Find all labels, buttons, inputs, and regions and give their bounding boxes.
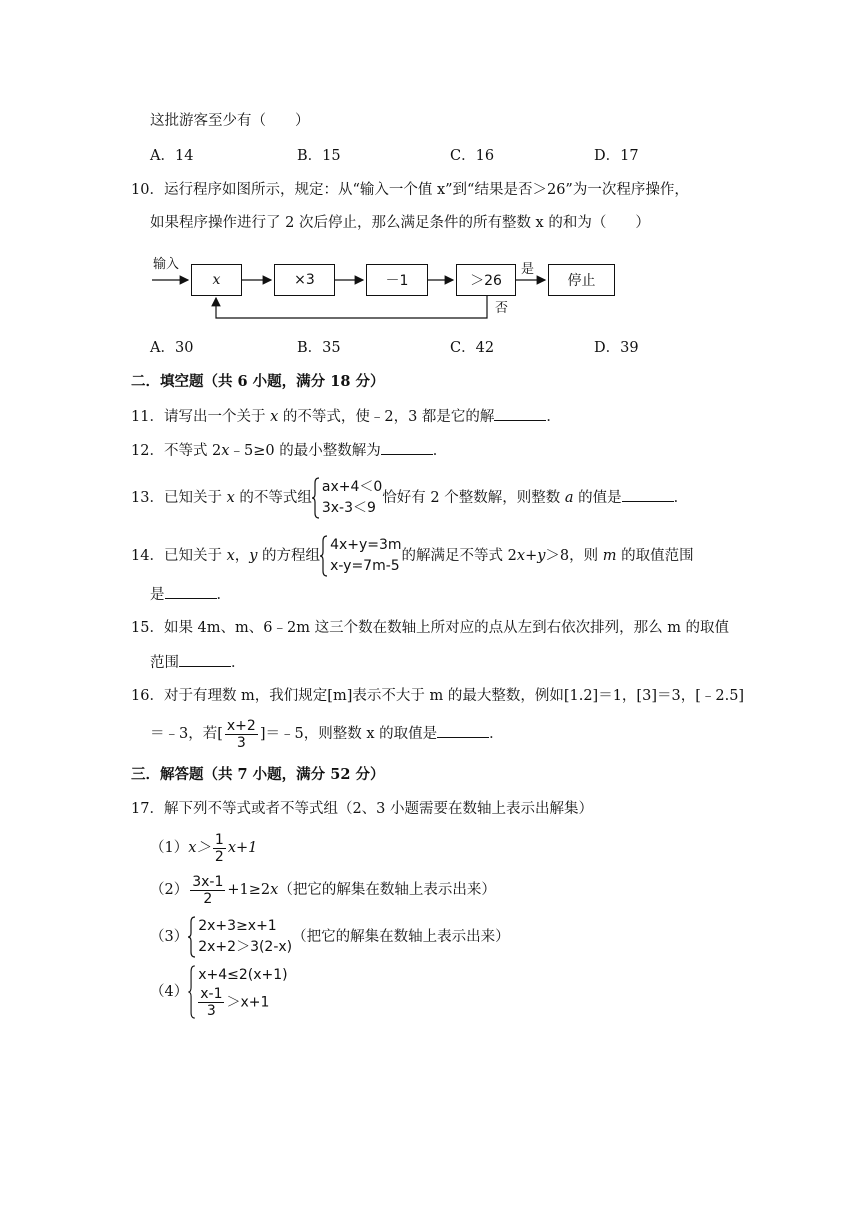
q12-b: ﹣5≥0 的最小整数解为 bbox=[229, 443, 381, 459]
flow-box-minus1-text: －1 bbox=[385, 273, 409, 289]
q17-part2 bbox=[150, 872, 496, 908]
q11-a: 11．请写出一个关于 bbox=[131, 409, 271, 425]
q17-p2-fraction bbox=[190, 874, 225, 907]
q17-p4-label: （4） bbox=[150, 984, 189, 1000]
q14-x: x bbox=[226, 548, 235, 564]
q14-system bbox=[320, 535, 401, 577]
q15-line2 bbox=[150, 652, 246, 673]
flow-yes-label: 是 bbox=[521, 262, 535, 277]
q9-tail: 这批游客至少有（ ） bbox=[150, 113, 310, 129]
q14 bbox=[131, 532, 694, 580]
flow-box-x-text: x bbox=[212, 272, 221, 288]
q14-y: y bbox=[249, 548, 258, 564]
q10-line2: 如果程序操作进行了 2 次后停止，那么满足条件的所有整数 x 的和为（ ） bbox=[150, 215, 650, 231]
flow-box-gt26 bbox=[456, 264, 516, 296]
q17-p4-den: 3 bbox=[206, 1003, 216, 1019]
q14-xy: x+y bbox=[516, 548, 546, 564]
q9-option-c: C．16 bbox=[450, 148, 495, 164]
q17-p3-c: （把它的解集在数轴上表示出来） bbox=[292, 929, 510, 945]
q17-p1-fraction bbox=[213, 832, 226, 865]
q14-c: 的方程组 bbox=[257, 548, 321, 564]
q15-line1: 15．如果 4m、m、6﹣2m 这三个数在数轴上所对应的点从左到右依次排列，那么 m 的取值 bbox=[131, 620, 730, 636]
q14-m: m bbox=[602, 548, 617, 564]
flow-box-minus1 bbox=[366, 264, 428, 296]
q14-d: 的解满足不等式 2 bbox=[401, 548, 517, 564]
q17-p3-brace-icon bbox=[188, 916, 196, 958]
q11-c: ． bbox=[546, 409, 561, 425]
q10-option-b: B．35 bbox=[297, 340, 341, 356]
q17-p4-eq1: x+4≤2(x+1) bbox=[198, 967, 288, 983]
q17-p3-label: （3） bbox=[150, 929, 189, 945]
q14-eq1: 4x+y=3m bbox=[330, 537, 402, 553]
q13-d: 的值是 bbox=[573, 490, 622, 506]
q14-f: 的取值范围 bbox=[616, 548, 694, 564]
q16-frac-num: x+2 bbox=[226, 717, 256, 734]
q13-brace-icon bbox=[312, 477, 320, 519]
q12-x: x bbox=[221, 443, 230, 459]
q17-p3-eq1: 2x+3≥x+1 bbox=[198, 918, 277, 934]
q16-fraction bbox=[225, 718, 258, 751]
q11-blank bbox=[494, 406, 546, 421]
q11 bbox=[131, 406, 561, 427]
q13-e: ． bbox=[673, 490, 689, 506]
q10-line1: 10．运行程序如图所示，规定：从“输入一个值 x”到“结果是否＞26”为一次程序操作， bbox=[131, 182, 689, 198]
q17-p4-num: x-1 bbox=[200, 986, 223, 1002]
flowchart-arrows bbox=[0, 0, 860, 340]
flow-box-times3 bbox=[274, 264, 335, 296]
q13-a: 13．已知关于 bbox=[131, 490, 227, 506]
q13 bbox=[131, 474, 688, 522]
q13-x: x bbox=[226, 490, 235, 506]
q17-p3-system bbox=[188, 916, 292, 958]
q13-blank bbox=[622, 487, 674, 502]
q14-line2b: ． bbox=[216, 587, 231, 603]
q17-part3 bbox=[150, 914, 510, 960]
q11-b: 的不等式，使﹣2，3 都是它的解 bbox=[278, 409, 495, 425]
q17-p4-brace-icon bbox=[188, 965, 196, 1019]
q10-option-d: D．39 bbox=[594, 340, 639, 356]
q13-a-var: a bbox=[564, 490, 574, 506]
flow-input-label: 输入 bbox=[153, 257, 180, 272]
q17-p1-den: 2 bbox=[214, 848, 224, 865]
q14-b: ， bbox=[234, 548, 250, 564]
q12-blank bbox=[381, 440, 433, 455]
q9-option-d: D．17 bbox=[594, 148, 639, 164]
q14-line2a: 是 bbox=[150, 587, 165, 603]
q12-a: 12．不等式 2 bbox=[131, 443, 222, 459]
flow-box-gt26-text: ＞26 bbox=[470, 273, 502, 289]
q14-line2 bbox=[150, 584, 231, 605]
q10-option-a: A．30 bbox=[150, 340, 194, 356]
q17-stem: 17．解下列不等式或者不等式组（2、3 小题需要在数轴上表示出解集） bbox=[131, 801, 594, 817]
q14-e: ＞8，则 bbox=[545, 548, 603, 564]
section3-heading: 三．解答题（共 7 小题，满分 52 分） bbox=[131, 766, 385, 783]
q15-line2a: 范围 bbox=[150, 655, 179, 671]
q13-system bbox=[312, 477, 382, 519]
q17-p2-den: 2 bbox=[203, 890, 213, 907]
q17-p1-b: x+1 bbox=[227, 840, 258, 856]
q16-line2a: ＝﹣3，若[ bbox=[150, 726, 223, 742]
q17-p1-label: （1） bbox=[150, 840, 189, 856]
q17-p4-eq2b: ＞x+1 bbox=[226, 994, 270, 1011]
q17-p4-system bbox=[188, 965, 287, 1019]
q17-p2-b: +1≥2 bbox=[227, 882, 271, 898]
q16-line2b: ]＝﹣5，则整数 x 的取值是 bbox=[259, 726, 438, 742]
q13-eq1: ax+4＜0 bbox=[321, 479, 383, 495]
q17-p2-x: x bbox=[270, 882, 279, 898]
q16-line2c: ． bbox=[489, 726, 504, 742]
q14-blank bbox=[165, 584, 217, 599]
q9-option-a: A．14 bbox=[150, 148, 194, 164]
q14-eq2: x-y=7m-5 bbox=[330, 558, 400, 574]
flow-no-label: 否 bbox=[495, 301, 509, 316]
q16-blank bbox=[437, 723, 489, 738]
q16-frac-den: 3 bbox=[236, 734, 246, 751]
q9-option-b: B．15 bbox=[297, 148, 341, 164]
flow-box-stop-text: 停止 bbox=[567, 273, 596, 289]
q12-c: ． bbox=[432, 443, 448, 459]
q17-p3-eq2: 2x+2＞3(2-x) bbox=[198, 939, 293, 955]
q13-b: 的不等式组 bbox=[234, 490, 312, 506]
q17-part4 bbox=[150, 962, 288, 1022]
q11-x: x bbox=[270, 409, 279, 425]
q15-blank bbox=[179, 652, 231, 667]
q16-line1: 16．对于有理数 m，我们规定[m]表示不大于 m 的最大整数，例如[1.2]＝1，[3]＝3，[﹣2.5] bbox=[131, 688, 745, 704]
q17-part1 bbox=[150, 830, 257, 866]
q17-p4-eq2 bbox=[198, 986, 287, 1019]
q14-a: 14．已知关于 bbox=[131, 548, 227, 564]
q14-brace-icon bbox=[320, 535, 328, 577]
section2-heading: 二．填空题（共 6 小题，满分 18 分） bbox=[131, 373, 385, 390]
q15-line2b: ． bbox=[231, 655, 246, 671]
q17-p2-c: （把它的解集在数轴上表示出来） bbox=[278, 882, 496, 898]
q17-p2-label: （2） bbox=[150, 882, 189, 898]
flow-box-x bbox=[191, 264, 242, 296]
q13-eq2: 3x-3＜9 bbox=[321, 500, 376, 516]
q13-c: 恰好有 2 个整数解，则整数 bbox=[382, 490, 565, 506]
flow-box-times3-text: ×3 bbox=[294, 272, 315, 288]
q16-line2 bbox=[150, 716, 504, 752]
q17-p4-fraction bbox=[198, 986, 224, 1019]
q17-p2-num: 3x-1 bbox=[192, 873, 224, 890]
q12 bbox=[131, 440, 447, 461]
q17-p1-num: 1 bbox=[214, 831, 224, 848]
q10-option-c: C．42 bbox=[450, 340, 495, 356]
flow-box-stop bbox=[548, 264, 615, 296]
q17-p1-a: x＞ bbox=[188, 840, 211, 856]
